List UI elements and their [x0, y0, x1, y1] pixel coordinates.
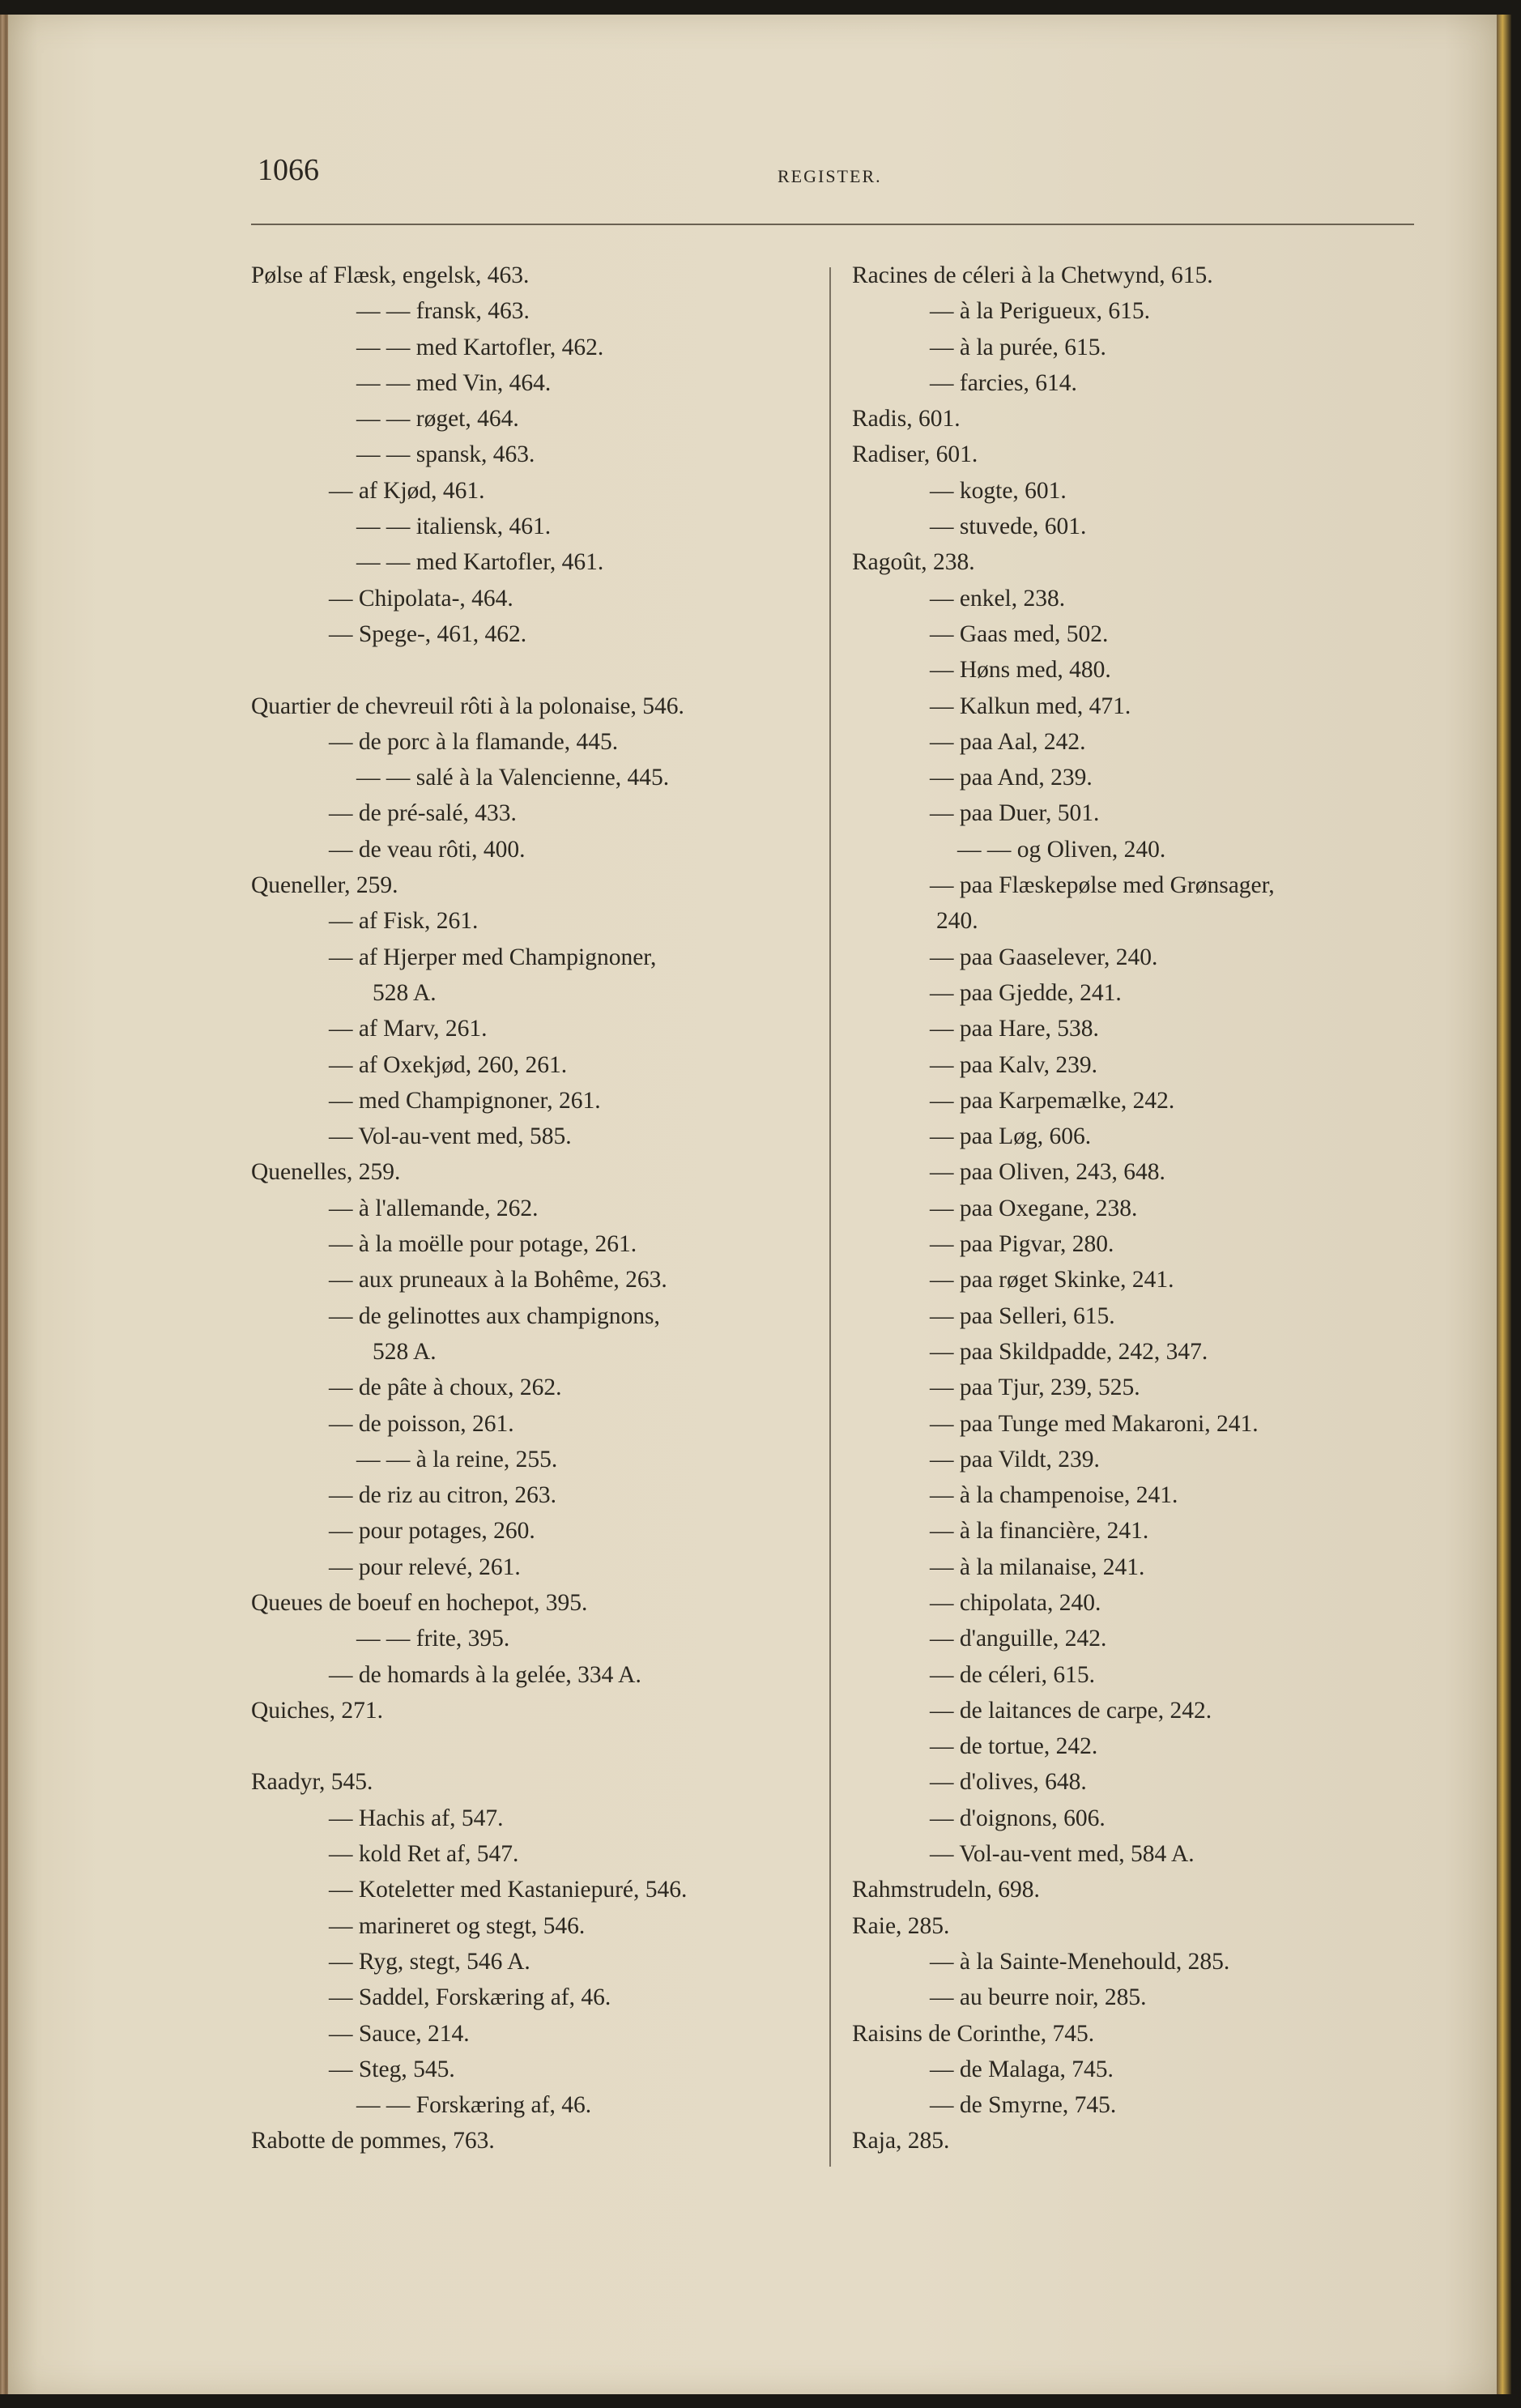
index-entry: — — røget, 464.	[356, 406, 519, 433]
column-divider	[829, 267, 831, 2167]
index-entry: — — med Kartofler, 462.	[356, 334, 604, 360]
index-entry: — de pâte à choux, 262.	[329, 1374, 562, 1401]
index-entry: — d'anguille, 242.	[930, 1626, 1107, 1652]
index-entry: — af Fisk, 261.	[329, 908, 479, 935]
index-entry: — pour relevé, 261.	[329, 1553, 521, 1580]
index-entry: — — med Kartofler, 461.	[356, 549, 604, 576]
index-entry: — kogte, 601.	[930, 477, 1067, 504]
index-entry	[251, 1728, 818, 1764]
index-entry: — de veau rôti, 400.	[329, 836, 526, 863]
index-entry: — à la champenoise, 241.	[930, 1482, 1178, 1509]
index-entry: — de Smyrne, 745.	[930, 2092, 1117, 2119]
index-entry: — à la purée, 615.	[930, 334, 1106, 360]
index-entry: — Sauce, 214.	[329, 2020, 470, 2047]
index-entry: — stuvede, 601.	[930, 514, 1087, 540]
index-entry: — Kalkun med, 471.	[930, 693, 1131, 719]
index-entry: Ragoût, 238.	[852, 549, 975, 576]
index-entry: — paa Skildpadde, 242, 347.	[930, 1338, 1208, 1365]
index-entry: — paa Aal, 242.	[930, 728, 1086, 755]
page-number: 1066	[258, 153, 319, 187]
index-entry: — — italiensk, 461.	[356, 514, 552, 540]
index-entry: — paa Vildt, 239.	[930, 1446, 1100, 1473]
index-entry: — Hachis af, 547.	[329, 1805, 504, 1831]
index-entry: — de Malaga, 745.	[930, 2056, 1114, 2082]
index-entry: Rahmstrudeln, 698.	[852, 1877, 1040, 1903]
index-entry: — à la financière, 241.	[930, 1518, 1149, 1545]
index-entry: — Gaas med, 502.	[930, 620, 1109, 647]
index-entry: — paa Hare, 538.	[930, 1016, 1099, 1042]
index-entry: — paa Kalv, 239.	[930, 1051, 1097, 1078]
index-entry: Quartier de chevreuil rôti à la polonaise, 546.	[251, 693, 684, 719]
index-entry: — paa Flæskepølse med Grønsager,	[930, 872, 1275, 899]
index-entry: — de gelinottes aux champignons,	[329, 1302, 660, 1329]
index-entry: — paa Oliven, 243, 648.	[930, 1159, 1165, 1186]
index-entry: — Vol-au-vent med, 584 A.	[930, 1841, 1195, 1868]
index-entry: — Spege-, 461, 462.	[329, 620, 527, 647]
index-entry: — af Kjød, 461.	[329, 477, 485, 504]
index-entry: Queues de boeuf en hochepot, 395.	[251, 1589, 588, 1616]
index-entry: Radiser, 601.	[852, 441, 978, 468]
index-entry: — Vol-au-vent med, 585.	[329, 1123, 572, 1150]
index-entry: — de tortue, 242.	[930, 1733, 1098, 1760]
index-entry: — paa Tjur, 239, 525.	[930, 1374, 1140, 1401]
index-entry: — farcies, 614.	[930, 369, 1077, 396]
index-entry: — paa Karpemælke, 242.	[930, 1087, 1175, 1114]
index-entry: — de céleri, 615.	[930, 1661, 1095, 1688]
index-entry: Radis, 601.	[852, 406, 961, 433]
index-entry: — paa Gjedde, 241.	[930, 979, 1122, 1006]
index-entry: — — salé à la Valencienne, 445.	[356, 765, 670, 791]
index-entry: — paa Gaaselever, 240.	[930, 944, 1158, 970]
index-entry: Racines de céleri à la Chetwynd, 615.	[852, 262, 1213, 288]
index-entry: Quenelles, 259.	[251, 1159, 401, 1186]
index-entry: — à la milanaise, 241.	[930, 1553, 1145, 1580]
index-entry: — chipolata, 240.	[930, 1589, 1101, 1616]
index-entry: — — fransk, 463.	[356, 298, 530, 325]
index-entry: Raie, 285.	[852, 1912, 950, 1939]
index-column-right	[852, 258, 1419, 2159]
index-entry: Raadyr, 545.	[251, 1769, 373, 1796]
index-entry: — Ryg, stegt, 546 A.	[329, 1948, 530, 1975]
index-entry: — paa Duer, 501.	[930, 800, 1100, 827]
index-entry: — paa Selleri, 615.	[930, 1302, 1115, 1329]
index-entry: Raisins de Corinthe, 745.	[852, 2020, 1095, 2047]
index-entry: Rabotte de pommes, 763.	[251, 2128, 495, 2154]
index-entry: — aux pruneaux à la Bohême, 263.	[329, 1267, 667, 1294]
index-entry: — — spansk, 463.	[356, 441, 535, 468]
index-entry: — enkel, 238.	[930, 585, 1066, 612]
index-entry: — pour potages, 260.	[329, 1518, 535, 1545]
index-entry: — marineret og stegt, 546.	[329, 1912, 586, 1939]
index-entry: 240.	[936, 908, 978, 935]
index-entry: — à la Perigueux, 615.	[930, 298, 1150, 325]
index-entry: — — Forskæring af, 46.	[356, 2092, 592, 2119]
index-entry: — Chipolata-, 464.	[329, 585, 513, 612]
index-entry: — de porc à la flamande, 445.	[329, 728, 619, 755]
index-entry: — paa Løg, 606.	[930, 1123, 1092, 1150]
index-entry: — Koteletter med Kastaniepuré, 546.	[329, 1877, 688, 1903]
index-entry: — paa røget Skinke, 241.	[930, 1267, 1174, 1294]
index-entry: 528 A.	[373, 979, 437, 1006]
index-entry: — Høns med, 480.	[930, 657, 1111, 684]
header-rule	[251, 224, 1414, 225]
index-entry: — de pré-salé, 433.	[329, 800, 517, 827]
index-entry: — kold Ret af, 547.	[329, 1841, 519, 1868]
index-entry: — à la Sainte-Menehould, 285.	[930, 1948, 1230, 1975]
index-entry: Queneller, 259.	[251, 872, 398, 899]
index-entry: — à l'allemande, 262.	[329, 1195, 539, 1221]
page-edge	[1497, 15, 1511, 2394]
index-entry: — af Oxekjød, 260, 261.	[329, 1051, 568, 1078]
index-entry: — Steg, 545.	[329, 2056, 455, 2082]
index-entry: — af Hjerper med Champignoner,	[329, 944, 657, 970]
index-entry: — de poisson, 261.	[329, 1410, 514, 1437]
index-entry: — à la moëlle pour potage, 261.	[329, 1231, 637, 1258]
running-head: REGISTER.	[778, 166, 882, 186]
index-entry: — de riz au citron, 263.	[329, 1482, 556, 1509]
index-entry: — de homards à la gelée, 334 A.	[329, 1661, 641, 1688]
index-entry: — de laitances de carpe, 242.	[930, 1697, 1212, 1724]
index-entry: — — à la reine, 255.	[356, 1446, 558, 1473]
index-entry: — — frite, 395.	[356, 1626, 510, 1652]
index-entry: 528 A.	[373, 1338, 437, 1365]
index-entry: — paa Tunge med Makaroni, 241.	[930, 1410, 1259, 1437]
index-entry	[251, 652, 818, 688]
index-entry: — — og Oliven, 240.	[957, 836, 1166, 863]
index-entry: Raja, 285.	[852, 2128, 950, 2154]
index-entry: — af Marv, 261.	[329, 1016, 488, 1042]
index-entry: — d'oignons, 606.	[930, 1805, 1106, 1831]
index-entry: — Saddel, Forskæring af, 46.	[329, 1984, 611, 2011]
index-entry: — med Champignoner, 261.	[329, 1087, 601, 1114]
index-column-left	[251, 258, 818, 2159]
index-entry: — paa Pigvar, 280.	[930, 1231, 1114, 1258]
index-entry: Pølse af Flæsk, engelsk, 463.	[251, 262, 530, 288]
index-entry: — au beurre noir, 285.	[930, 1984, 1147, 2011]
index-entry: — d'olives, 648.	[930, 1769, 1087, 1796]
index-entry: — — med Vin, 464.	[356, 369, 552, 396]
index-entry: Quiches, 271.	[251, 1697, 384, 1724]
index-entry: — paa Oxegane, 238.	[930, 1195, 1138, 1221]
index-entry: — paa And, 239.	[930, 765, 1093, 791]
